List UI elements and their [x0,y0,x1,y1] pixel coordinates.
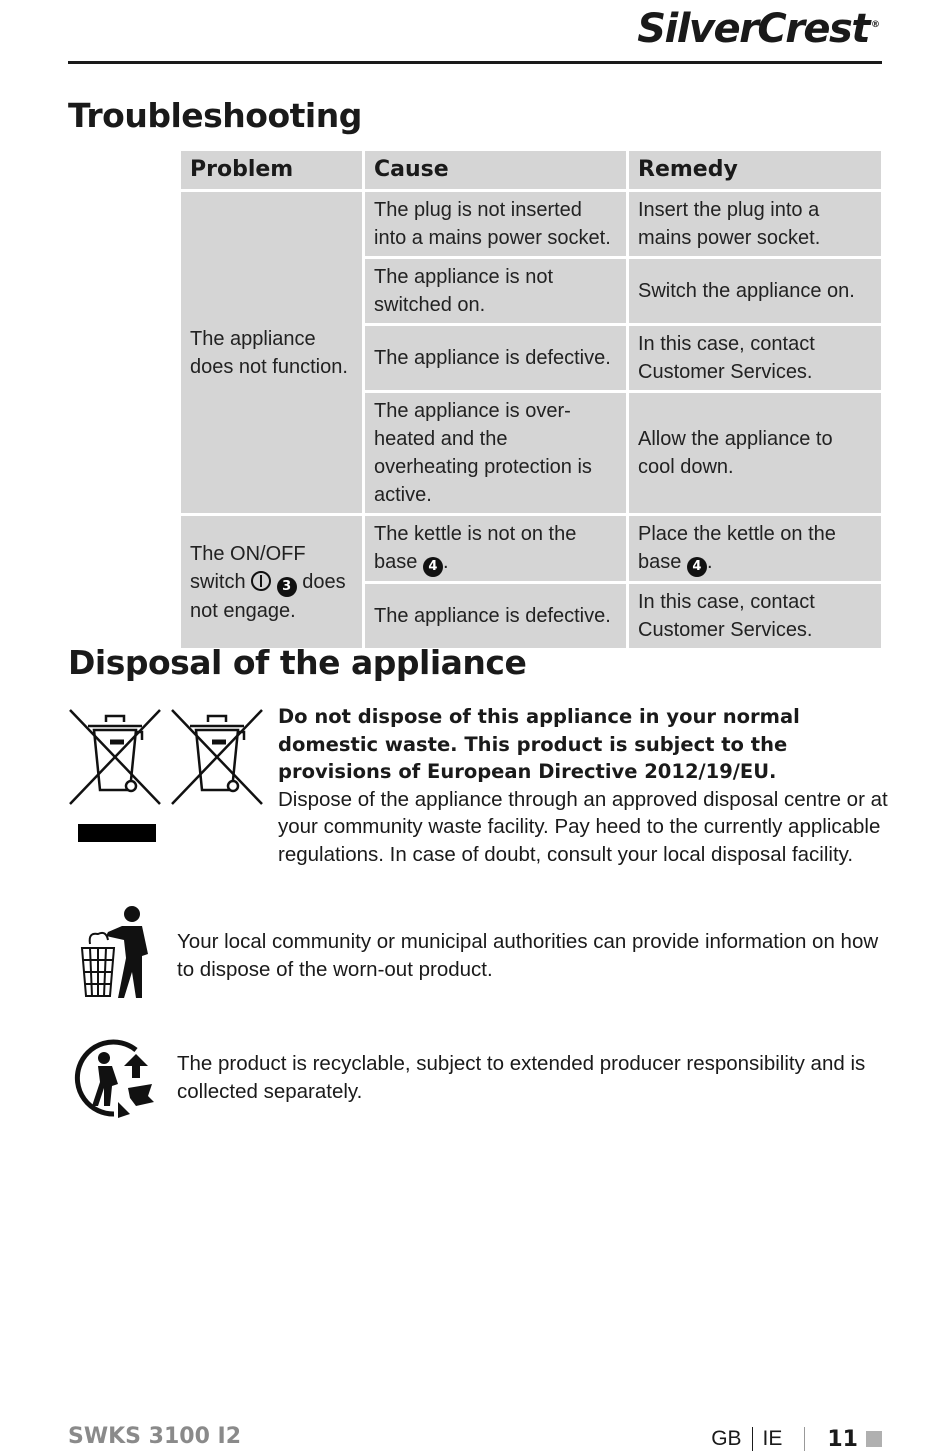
remedy-cell: Allow the appliance to cool down. [628,392,883,515]
disposal-text: Dispose of the appliance through an approved disposal centre or at your community waste facility. Pay heed to the currently applicable regulations. In case of doubt, consult your local disposal facility. [278,787,888,866]
remedy-cell: Switch the appliance on. [628,258,883,325]
problem-text: The ON/OFF switch [190,542,306,593]
cause-text: The kettle is not on the base [374,523,577,573]
troubleshooting-heading: Troubleshooting [68,96,362,135]
header-rule [68,61,882,64]
cause-cell: The appliance is not switched on. [364,258,628,325]
language-ie: IE [762,1427,783,1450]
remedy-cell: Place the kettle on the base 4 . [628,515,883,583]
column-header-problem: Problem [180,150,364,191]
column-header-cause: Cause [364,150,628,191]
cause-cell: The appliance is defective. [364,583,628,650]
problem-cell: The appliance does not function. [180,191,364,515]
divider [752,1427,753,1451]
disposal-heading: Disposal of the appliance [68,643,527,682]
remedy-cell: In this case, contact Customer Services. [628,325,883,392]
disposal-instructions [278,703,888,868]
power-switch-icon [251,571,271,591]
remedy-text: Place the kettle on the base [638,523,836,573]
cause-cell: The appliance is defective. [364,325,628,392]
cause-cell: The plug is not inserted into a mains power socket. [364,191,628,258]
page-number: 11 [827,1426,858,1452]
crossed-out-bin-icons [66,704,266,844]
divider [804,1427,805,1451]
model-number: SWKS 3100 I2 [68,1424,242,1449]
page-marker-square [866,1431,882,1447]
brand-logo: SilverCrest ® [637,6,880,52]
column-header-remedy: Remedy [628,150,883,191]
remedy-cell: In this case, contact Customer Services. [628,583,883,650]
crossed-bin-icon [70,710,160,804]
cause-cell: The appliance is over-heated and the overheating protection is active. [364,392,628,515]
weee-black-bar [78,824,156,842]
table-row [180,515,883,583]
crossed-bin-icon [172,710,262,804]
recycling-info: The product is recyclable, subject to extended producer responsibility and is collected separately. [177,1052,866,1103]
cause-cell: The kettle is not on the base 4 . [364,515,628,583]
remedy-cell: Insert the plug into a mains power socket. [628,191,883,258]
tidyman-icon [76,906,156,1002]
language-gb: GB [711,1427,742,1450]
problem-text: does not engage. [190,570,346,622]
table-row [180,191,883,258]
troubleshooting-table [178,148,884,651]
reference-number: 4 [687,557,707,577]
triman-recycling-icon [74,1036,158,1118]
reference-number: 3 [277,577,297,597]
local-authority-info: Your local community or municipal authorities can provide information on how to dispose of the worn-out product. [177,930,879,981]
footer-page-info [711,1424,882,1454]
reference-number: 4 [423,557,443,577]
problem-cell [180,515,364,650]
table-header-row [180,150,883,191]
disposal-warning: Do not dispose of this appliance in your normal domestic waste. This product is subject to the provisions of European Directive 2012/19/EU. [278,705,800,783]
